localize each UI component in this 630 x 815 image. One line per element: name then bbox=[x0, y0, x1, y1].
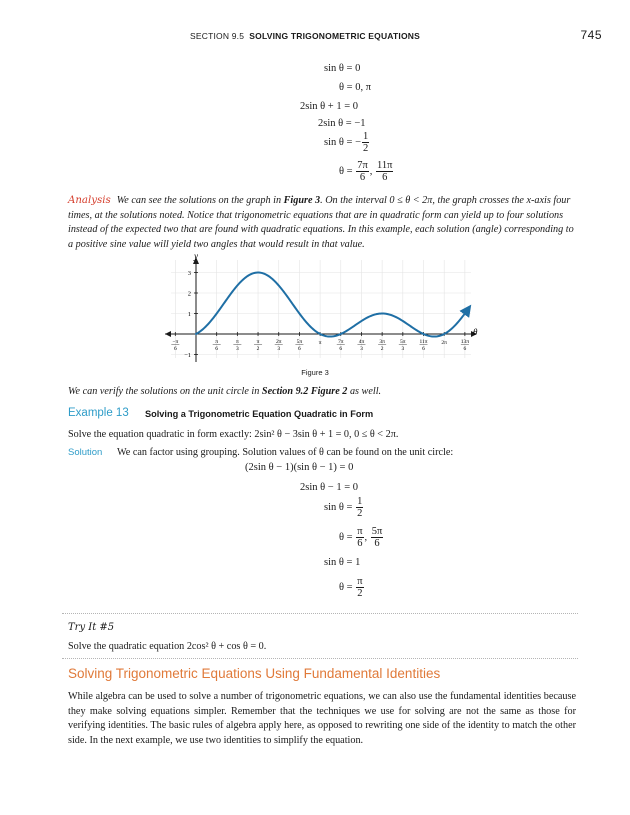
denominator: 6 bbox=[374, 538, 380, 550]
example-title: Solving a Trigonometric Equation Quadratic in Form bbox=[145, 409, 374, 419]
section-body: While algebra can be used to solve a number of trigonometric equations, we can also use the fundamental identities because they make solving equations simpler. Remember that the techniques we use for solving are not the same as those for verifying identities. The basic rules of algebra apply here, as opposed to rewriting one side of the identity to match the other side. In the next example, we use two identities to simplify the equation. bbox=[68, 691, 576, 746]
analysis-text-a: We can see the solutions on the graph in bbox=[116, 195, 284, 206]
x-tick-label-numerator: 11π bbox=[419, 339, 428, 345]
page-number: 745 bbox=[580, 28, 602, 42]
analysis-figure-ref: Figure 3 bbox=[283, 195, 321, 206]
separator: , bbox=[369, 165, 373, 177]
x-tick-label-numerator: π bbox=[215, 339, 219, 345]
try-it-text: Solve the quadratic equation 2cos² θ + cos θ = 0. bbox=[68, 641, 267, 652]
denominator: 2 bbox=[357, 508, 363, 520]
solution-eq-3 bbox=[324, 496, 364, 519]
eq-line-5 bbox=[324, 131, 370, 154]
numerator: π bbox=[357, 526, 363, 537]
x-tick-label-denominator: 6 bbox=[298, 346, 301, 352]
x-axis-label: θ bbox=[473, 327, 478, 337]
y-tick-label: 1 bbox=[187, 311, 191, 318]
solution-eq-6-lhs: θ = bbox=[339, 581, 353, 593]
x-tick-label-numerator: 4π bbox=[358, 339, 365, 345]
denominator: 6 bbox=[357, 538, 363, 550]
x-tick-label-denominator: 3 bbox=[401, 346, 405, 352]
numerator: 7π bbox=[357, 160, 368, 171]
x-tick-label-denominator: 6 bbox=[173, 346, 177, 352]
eq-line-3: 2sin θ + 1 = 0 bbox=[300, 101, 359, 112]
x-tick-label-denominator: 6 bbox=[422, 346, 425, 352]
analysis-text-b: . On the interval 0 ≤ θ < 2π, the graph crosses the x-axis four times, at the solutions noted. Notice that trigonometric equations that are in quadratic form can yield up to four solutions instead of the expected two that are found with quadratic equations. In this example, each solution (angle) corresponding to a positive sine value will yield two angles that would result in that value. bbox=[68, 195, 574, 250]
y-tick-label: 2 bbox=[187, 290, 191, 298]
x-tick-label-numerator: 2π bbox=[441, 340, 447, 346]
divider bbox=[62, 613, 578, 614]
numerator: 11π bbox=[377, 160, 393, 171]
x-tick-label-denominator: 2 bbox=[256, 346, 260, 352]
verify-text-b: as well. bbox=[347, 386, 382, 397]
x-tick-label-numerator: π bbox=[318, 340, 322, 346]
denominator: 2 bbox=[357, 588, 363, 600]
x-tick-label-numerator: π bbox=[256, 339, 260, 345]
denominator: 2 bbox=[363, 143, 369, 155]
running-header bbox=[190, 31, 420, 41]
section-heading: Solving Trigonometric Equations Using Fundamental Identities bbox=[68, 666, 441, 681]
x-tick-label-denominator: 6 bbox=[215, 346, 219, 352]
x-tick-label-denominator: 3 bbox=[235, 346, 239, 352]
solution-text: We can factor using grouping. Solution values of θ can be found on the unit circle: bbox=[117, 447, 454, 458]
x-tick-label-numerator: 5π bbox=[400, 339, 406, 345]
x-tick-label-denominator: 6 bbox=[463, 346, 467, 352]
denominator: 6 bbox=[359, 172, 366, 184]
eq-line-1: sin θ = 0 bbox=[324, 63, 361, 74]
fraction bbox=[356, 160, 369, 183]
verify-sentence bbox=[68, 385, 576, 400]
fraction bbox=[356, 576, 363, 599]
x-tick-label-denominator: 6 bbox=[339, 346, 343, 352]
solution-label: Solution bbox=[68, 447, 103, 458]
fraction bbox=[371, 526, 384, 549]
eq-line-5-lhs: sin θ = − bbox=[324, 136, 362, 148]
x-tick-label-denominator: 2 bbox=[380, 346, 384, 352]
numerator: 5π bbox=[371, 526, 383, 537]
denominator: 6 bbox=[382, 172, 388, 184]
y-tick-label: 3 bbox=[187, 270, 191, 277]
fraction bbox=[376, 160, 393, 183]
example-problem: Solve the equation quadratic in form exactly: 2sin² θ − 3sin θ + 1 = 0, 0 ≤ θ < 2π. bbox=[68, 429, 399, 440]
x-tick-label-numerator: 2π bbox=[275, 339, 282, 345]
solution-eq-6 bbox=[339, 576, 365, 599]
solution-eq-1: (2sin θ − 1)(sin θ − 1) = 0 bbox=[245, 462, 354, 473]
eq-line-6 bbox=[339, 160, 394, 183]
x-tick-label-numerator: −π bbox=[172, 339, 179, 345]
divider bbox=[62, 658, 578, 659]
x-tick-label-numerator: 3π bbox=[379, 339, 385, 345]
x-tick-label-numerator: π bbox=[235, 339, 239, 345]
fraction bbox=[356, 496, 363, 519]
eq-line-6-lhs: θ = bbox=[339, 165, 353, 177]
example-label: Example 13 bbox=[68, 407, 129, 419]
eq-line-2: θ = 0, π bbox=[339, 82, 372, 93]
header-section: SECTION 9.5 bbox=[190, 31, 245, 41]
numerator: 1 bbox=[363, 131, 369, 142]
figure-caption: Figure 3 bbox=[301, 368, 329, 377]
x-tick-label-numerator: 5π bbox=[296, 339, 303, 345]
analysis-paragraph bbox=[68, 194, 576, 252]
sine-curve bbox=[195, 273, 468, 337]
x-tick-label-denominator: 3 bbox=[360, 346, 363, 352]
y-axis-label: y bbox=[194, 252, 198, 261]
fraction bbox=[356, 526, 363, 549]
analysis-label: Analysis bbox=[68, 195, 111, 206]
verify-text-a: We can verify the solutions on the unit circle in bbox=[68, 386, 262, 397]
try-it-label: Try It #5 bbox=[68, 622, 115, 633]
x-tick-label-numerator: 13π bbox=[460, 339, 470, 345]
numerator: π bbox=[357, 576, 363, 587]
figure-3-graph bbox=[165, 252, 485, 364]
verify-ref: Section 9.2 Figure 2 bbox=[261, 386, 348, 397]
x-tick-label-denominator: 3 bbox=[277, 346, 281, 352]
separator: , bbox=[364, 531, 368, 543]
fraction bbox=[362, 131, 369, 154]
solution-eq-3-lhs: sin θ = bbox=[324, 501, 353, 513]
eq-line-4: 2sin θ = −1 bbox=[318, 118, 366, 129]
x-tick-label-numerator: 7π bbox=[338, 339, 344, 345]
numerator: 1 bbox=[357, 496, 363, 507]
solution-eq-4 bbox=[339, 526, 384, 549]
solution-eq-2: 2sin θ − 1 = 0 bbox=[300, 482, 359, 493]
solution-eq-5: sin θ = 1 bbox=[324, 557, 361, 568]
solution-eq-4-lhs: θ = bbox=[339, 531, 353, 543]
x-axis-arrow-left bbox=[165, 331, 171, 337]
y-tick-label: −1 bbox=[184, 352, 191, 359]
header-title: SOLVING TRIGONOMETRIC EQUATIONS bbox=[249, 31, 420, 41]
